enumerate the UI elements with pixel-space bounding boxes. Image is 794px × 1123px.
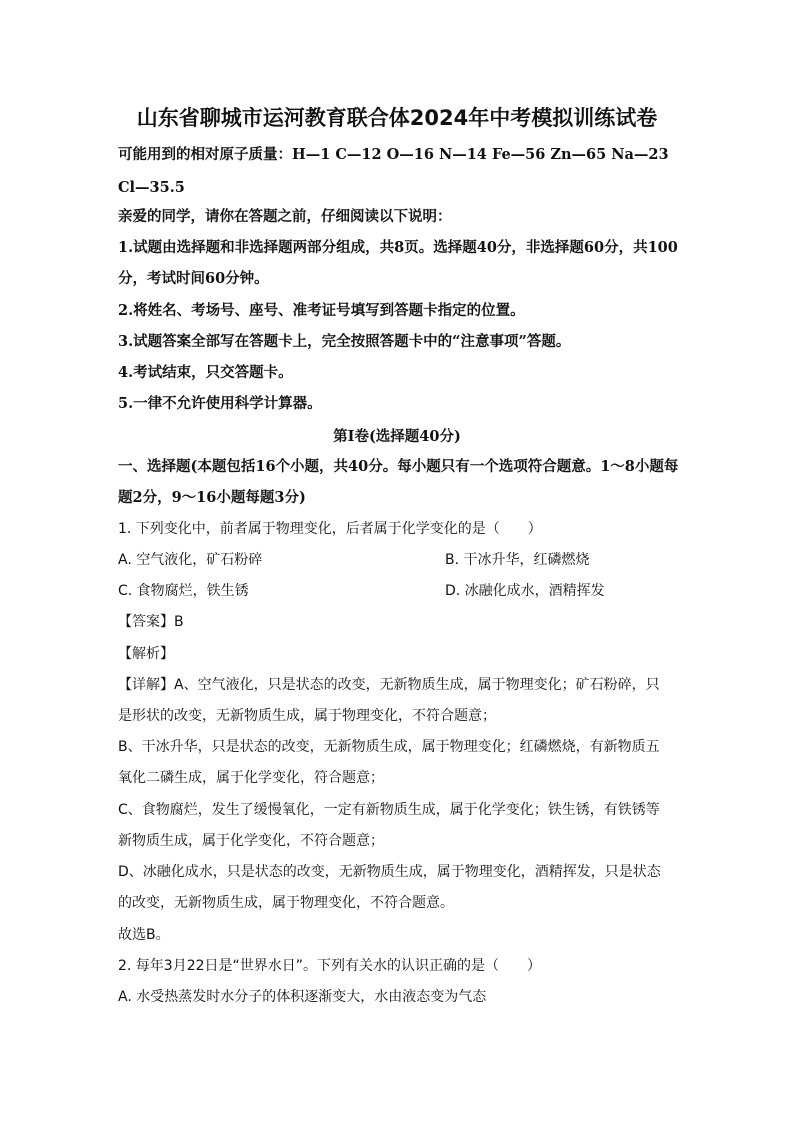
question-1-detail-line-6: 新物质生成，属于化学变化，不符合题意； xyxy=(118,833,384,849)
question-1-detail-line-4: 氧化二磷生成，属于化学变化，符合题意； xyxy=(118,770,384,786)
question-1-detail-line-2: 是形状的改变，无新物质生成，属于物理变化，不符合题意； xyxy=(118,708,496,724)
question-1-option-d: D. 冰融化成水，酒精挥发 xyxy=(445,583,605,599)
rule-3: 3.试题答案全部写在答题卡上，完全按照答题卡中的“注意事项”答题。 xyxy=(118,333,571,350)
question-1-detail-line-1: 【详解】A、空气液化，只是状态的改变，无新物质生成，属于物理变化；矿石粉碎，只 xyxy=(118,677,660,693)
question-1-detail-line-5: C、食物腐烂，发生了缓慢氧化，一定有新物质生成，属于化学变化；铁生锈，有铁锈等 xyxy=(118,802,660,818)
question-1-stem: 1. 下列变化中，前者属于物理变化，后者属于化学变化的是（ ） xyxy=(118,521,542,537)
rule-2: 2.将姓名、考场号、座号、准考证号填写到答题卡指定的位置。 xyxy=(118,302,525,319)
section-instruction-line-2: 题2分，9～16小题每题3分) xyxy=(118,489,306,506)
section-title: 第Ⅰ卷(选择题40分) xyxy=(333,428,461,445)
question-2-stem: 2. 每年3月22日是“世界水日”。下列有关水的认识正确的是（ ） xyxy=(118,958,542,974)
question-1-option-a: A. 空气液化，矿石粉碎 xyxy=(118,552,263,568)
rule-5: 5.一律不允许使用科学计算器。 xyxy=(118,395,322,412)
rule-1-line-1: 1.试题由选择题和非选择题两部分组成，共8页。选择题40分，非选择题60分，共100 xyxy=(118,239,678,256)
question-1-detail-line-8: 的改变，无新物质生成，属于物理变化，不符合题意。 xyxy=(118,895,454,911)
section-instruction-line-1: 一、选择题(本题包括16个小题，共40分。每小题只有一个选项符合题意。1～8小题每 xyxy=(118,458,678,475)
question-1-detail-line-3: B、干冰升华，只是状态的改变，无新物质生成，属于物理变化；红磷燃烧，有新物质五 xyxy=(118,739,660,755)
rule-1-line-2: 分，考试时间60分钟。 xyxy=(118,270,269,287)
atomic-masses-line-2: Cl—35.5 xyxy=(118,179,185,196)
atomic-masses-line-1: 可能用到的相对原子质量：H—1 C—12 O—16 N—14 Fe—56 Zn—65 Na—23 xyxy=(118,146,669,163)
question-1-analysis-label: 【解析】 xyxy=(118,646,174,662)
intro-greeting: 亲爱的同学，请你在答题之前，仔细阅读以下说明： xyxy=(118,208,452,225)
page-title: 山东省聊城市运河教育联合体2024年中考模拟训练试卷 xyxy=(136,106,658,130)
question-1-option-c: C. 食物腐烂，铁生锈 xyxy=(118,583,249,599)
question-1-option-b: B. 干冰升华，红磷燃烧 xyxy=(445,552,590,568)
question-1-conclusion: 故选B。 xyxy=(118,927,170,943)
question-1-detail-line-7: D、冰融化成水，只是状态的改变，无新物质生成，属于物理变化，酒精挥发，只是状态 xyxy=(118,864,661,880)
question-2-option-a: A. 水受热蒸发时水分子的体积逐渐变大，水由液态变为气态 xyxy=(118,989,487,1005)
rule-4: 4.考试结束，只交答题卡。 xyxy=(118,364,293,381)
question-1-answer: 【答案】B xyxy=(118,614,184,630)
